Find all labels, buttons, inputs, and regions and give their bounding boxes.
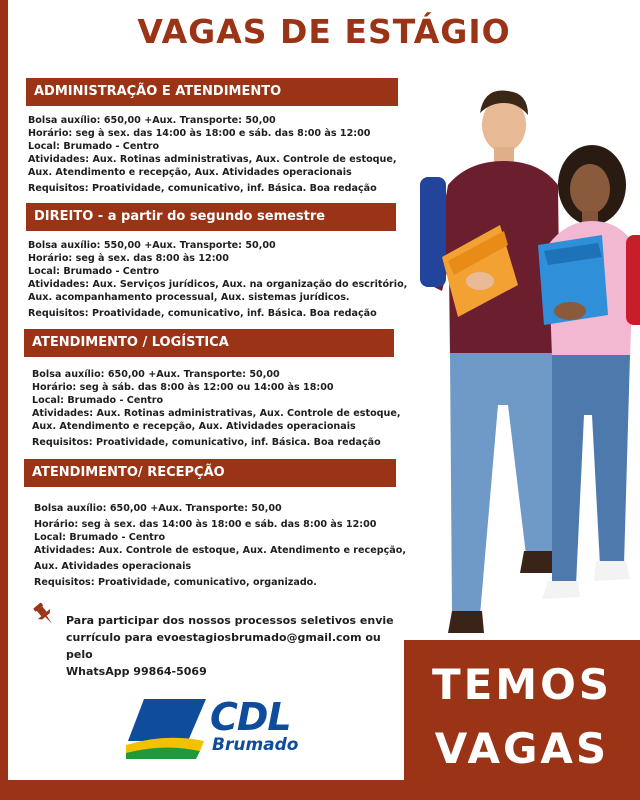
section-line: Bolsa auxílio: 650,00 +Aux. Transporte: 50,00: [34, 503, 282, 514]
section-header-recepcao: ATENDIMENTO/ RECEPÇÃO: [24, 459, 396, 487]
section-body-logistica: [32, 368, 401, 449]
student-boy: [420, 90, 560, 633]
section-line: Local: Brumado - Centro: [28, 266, 160, 277]
section-header-administracao: ADMINISTRAÇÃO E ATENDIMENTO: [26, 78, 398, 106]
section-line: Horário: seg à sex. das 14:00 às 18:00 e sáb. das 8:00 às 12:00: [34, 519, 377, 530]
page-title: VAGAS DE ESTÁGIO: [137, 12, 511, 51]
section-line: Horário: seg à sex. das 14:00 às 18:00 e sáb. das 8:00 às 12:00: [28, 128, 371, 139]
section-line: Horário: seg à sáb. das 8:00 às 12:00 ou 14:00 às 18:00: [32, 382, 334, 393]
section-line: Aux. Atendimento e recepção, Aux. Atividades operacionais: [28, 167, 352, 178]
section-line: Bolsa auxílio: 550,00 +Aux. Transporte: 50,00: [28, 240, 276, 251]
contact-line: currículo para evoestagiosbrumado@gmail.com ou pelo: [66, 631, 381, 661]
section-line: Horário: seg à sex. das 8:00 às 12:00: [28, 253, 229, 264]
section-line: Atividades: Aux. Serviços jurídicos, Aux. na organização do escritório,: [28, 279, 408, 290]
section-line: Requisitos: Proatividade, comunicativo, organizado.: [34, 577, 317, 588]
section-line: Bolsa auxílio: 650,00 +Aux. Transporte: 50,00: [28, 115, 276, 126]
badge-line-2: VAGAS: [434, 724, 610, 773]
logo-name: CDL: [210, 695, 291, 739]
cdl-logo-mark-icon: [126, 697, 210, 761]
badge-line-1: TEMOS: [431, 660, 613, 709]
students-photo: [408, 85, 640, 633]
section-line: Requisitos: Proatividade, comunicativo, inf. Básica. Boa redação: [28, 183, 377, 194]
section-line: Aux. acompanhamento processual, Aux. sistemas jurídicos.: [28, 292, 350, 303]
contact-line: Para participar dos nossos processos seletivos envie: [66, 614, 394, 627]
section-body-direito: [28, 239, 407, 320]
logo-subtitle: Brumado: [212, 735, 299, 755]
contact-line: WhatsApp 99864-5069: [66, 665, 207, 678]
section-line: Requisitos: Proatividade, comunicativo, inf. Básica. Boa redação: [28, 308, 377, 319]
section-line: Local: Brumado - Centro: [28, 141, 160, 152]
section-line: Aux. Atividades operacionais: [34, 561, 192, 572]
cdl-logo: [126, 695, 306, 763]
section-header-direito: DIREITO - a partir do segundo semestre: [26, 203, 396, 231]
pushpin-icon: [30, 600, 58, 628]
section-line: Atividades: Aux. Rotinas administrativas, Aux. Controle de estoque,: [32, 408, 401, 419]
section-line: Atividades: Aux. Controle de estoque, Aux. Atendimento e recepção,: [34, 545, 406, 556]
section-body-recepcao: [34, 502, 406, 589]
section-line: Local: Brumado - Centro: [32, 395, 164, 406]
section-line: Local: Brumado - Centro: [34, 532, 166, 543]
section-line: Atividades: Aux. Rotinas administrativas, Aux. Controle de estoque,: [28, 154, 397, 165]
section-body-administracao: [28, 114, 397, 195]
section-line: Requisitos: Proatividade, comunicativo, inf. Básica. Boa redação: [32, 437, 381, 448]
temos-vagas-badge: [404, 640, 640, 800]
section-header-logistica: ATENDIMENTO / LOGÍSTICA: [24, 329, 394, 357]
section-line: Aux. Atendimento e recepção, Aux. Atividades operacionais: [32, 421, 356, 432]
section-line: Bolsa auxílio: 650,00 +Aux. Transporte: 50,00: [32, 369, 280, 380]
contact-text: [66, 612, 406, 680]
